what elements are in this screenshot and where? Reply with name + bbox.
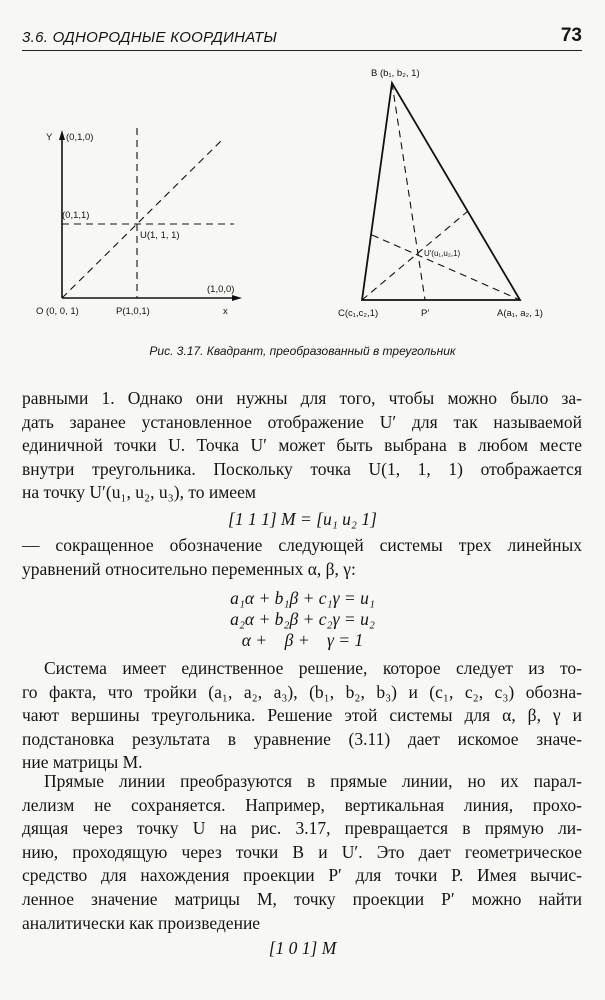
point-011-label: (0,1,1): [62, 210, 90, 221]
point-u-label: U(1, 1, 1): [140, 230, 180, 241]
point-p-prime-label: P′: [421, 308, 430, 319]
text-line: внутри треугольника. Поскольку точка U(1, 1, 1) отображается: [22, 458, 582, 479]
point-p-label: P(1,0,1): [116, 306, 150, 317]
equation-system-row-1: a₁α + b₁β + c₁γ = u₁: [230, 588, 375, 608]
equation-1: [1 1 1] M = [u₁ u₂ 1]: [228, 509, 377, 529]
x-axis-arrow: [232, 295, 242, 301]
text-line: дать заранее установленное отображение U′ для так называемой: [22, 411, 582, 432]
paragraph-4: [22, 770, 582, 935]
text-line: подстановка результата в уравнение (3.11) дает искомое значе-: [22, 728, 582, 749]
equation-system-row-2: a₂α + b₂β + c₂γ = u₂: [230, 609, 375, 629]
point-100-label: (1,0,0): [207, 284, 235, 295]
chapter-title: 3.6. ОДНОРОДНЫЕ КООРДИНАТЫ: [22, 29, 278, 46]
text-line: дящая через точку U на рис. 3.17, превращается в прямую ли-: [22, 818, 582, 839]
text-line: средство для нахождения проекции P′ для точки P. Имея вычис-: [22, 865, 582, 886]
text-line: ленное значение матрицы M, точку проекции P′ можно найти: [22, 888, 582, 909]
triangle: [362, 83, 520, 300]
text-line: равными 1. Однако они нужны для того, чтобы можно было за-: [22, 388, 582, 408]
text-line: на точку U′(u₁, u₂, u₃), то имеем: [22, 482, 256, 503]
point-u-prime-label: U′(u₁,u₂,1): [424, 249, 461, 258]
vertex-a-label: A(a₁, a₂, 1): [497, 308, 543, 319]
paragraph-1: [22, 387, 582, 505]
running-header: [22, 24, 582, 51]
equation-2: [1 0 1] M: [268, 938, 337, 958]
text-line: ние матрицы M.: [22, 752, 143, 773]
line-b-to-p-prime: [392, 83, 425, 300]
text-line: аналитически как произведение: [22, 912, 261, 933]
paragraph-3: [22, 657, 582, 775]
text-line: го факта, что тройки (a₁, a₂, a₃), (b₁, b₂, b₃) и (c₁, c₂, c₃) обозна-: [22, 681, 582, 702]
text-line: уравнений относительно переменных α, β, γ:: [22, 558, 356, 579]
triangle-plot: [362, 83, 520, 300]
origin-label: O (0, 0, 1): [36, 306, 79, 317]
x-axis-label: x: [223, 306, 228, 317]
text-line: нию, проходящую через точки B и U′. Это дает геометрическое: [22, 841, 582, 862]
text-line: — сокращенное обозначение следующей системы трех линейных: [22, 535, 582, 555]
text-line: Прямые линии преобразуются в прямые линии, но их парал-: [44, 771, 582, 791]
paragraph-2: [22, 534, 582, 581]
equation-system-row-3: α + β + γ = 1: [241, 630, 364, 650]
figure-caption: Рис. 3.17. Квадрант, преобразованный в треугольник: [149, 344, 456, 358]
vertex-c-label: C(c₁,c₂,1): [338, 308, 379, 319]
text-line: Система имеет единственное решение, которое следует из то-: [44, 658, 582, 678]
figure-3-17: [0, 60, 605, 340]
text-line: единичной точки U. Точка U′ может быть выбрана в любом месте: [22, 435, 582, 456]
page-number: 73: [560, 25, 582, 46]
line-u-prime-to-a: [372, 235, 520, 300]
y-axis-arrow: [59, 130, 65, 140]
y-axis-label: Y: [46, 132, 53, 143]
point-010-label: (0,1,0): [66, 132, 94, 143]
text-line: лелизм не сохраняется. Например, вертикальная линия, прохо-: [22, 794, 582, 815]
text-line: чают вершины треугольника. Решение этой системы для α, β, γ и: [22, 705, 582, 726]
vertex-b-label: B (b₁, b₂, 1): [371, 68, 420, 79]
